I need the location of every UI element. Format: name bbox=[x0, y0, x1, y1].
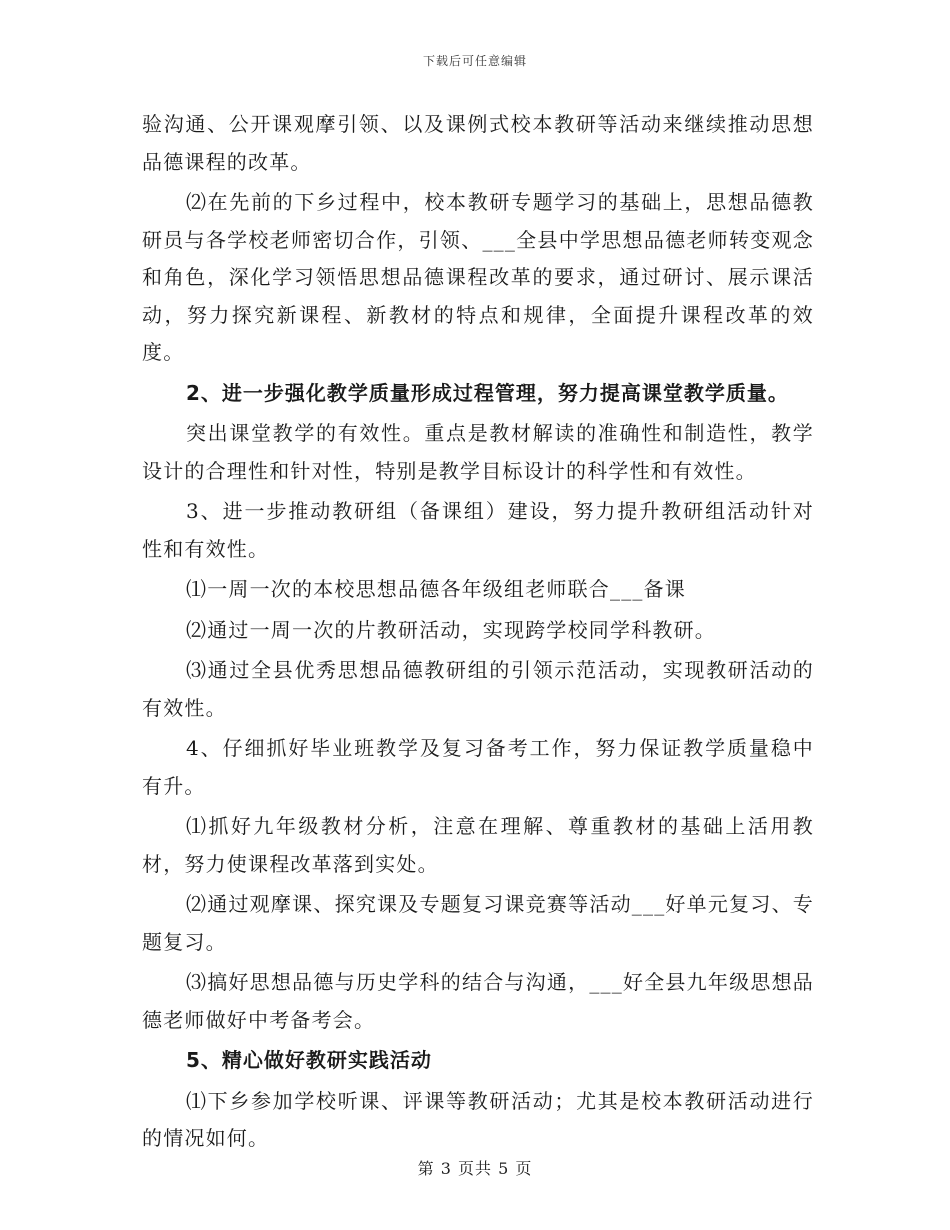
list-item: ⑴抓好九年级教材分析，注意在理解、尊重教材的基础上活用教材，努力使课程改革落到实处。 bbox=[142, 814, 814, 876]
section-heading: 5、精心做好教研实践活动 bbox=[186, 1048, 432, 1072]
list-item: ⑵通过一周一次的片教研活动，实现跨学校同学科教研。 bbox=[186, 617, 716, 642]
paragraph: 验沟通、公开课观摩引领、以及课例式校本教研等活动来继续推动思想品德课程的改革。 bbox=[142, 112, 814, 174]
list-item: ⑴一周一次的本校思想品德各年级组老师联合___备课 bbox=[186, 577, 686, 601]
section-heading: 2、进一步强化教学质量形成过程管理，努力提高课堂教学质量。 bbox=[186, 380, 789, 405]
list-item: ⑴下乡参加学校听课、评课等教研活动；尤其是校本教研活动进行的情况如何。 bbox=[142, 1088, 814, 1150]
list-item: ⑶通过全县优秀思想品德教研组的引领示范活动，实现教研活动的有效性。 bbox=[142, 658, 814, 720]
paragraph: 突出课堂教学的有效性。重点是教材解读的准确性和制造性，教学设计的合理性和针对性，特别是教学目标设计的科学性和有效性。 bbox=[142, 421, 814, 483]
section-heading-plain: 4、仔细抓好毕业班教学及复习备考工作，努力保证教学质量稳中有升。 bbox=[142, 736, 814, 798]
list-item: ⑵通过观摩课、探究课及专题复习课竞赛等活动___好单元复习、专题复习。 bbox=[142, 892, 814, 954]
document-body bbox=[142, 106, 814, 1161]
paragraph: ⑵在先前的下乡过程中，校本教研专题学习的基础上，思想品德教研员与各学校老师密切合作，引领、___全县中学思想品德老师转变观念和角色，深化学习领悟思想品德课程改革的要求，通过研讨、展示课活动，努力探究新课程、新教材的特点和规律，全面提升课程改革的效度。 bbox=[142, 190, 814, 364]
list-item: ⑶搞好思想品德与历史学科的结合与沟通，___好全县九年级思想品德老师做好中考备考会。 bbox=[142, 970, 814, 1032]
page-header: 下载后可任意编辑 bbox=[422, 54, 527, 68]
section-heading-plain: 3、进一步推动教研组（备课组）建设，努力提升教研组活动针对性和有效性。 bbox=[142, 499, 814, 561]
page-footer: 第 3 页共 5 页 bbox=[417, 1159, 533, 1178]
